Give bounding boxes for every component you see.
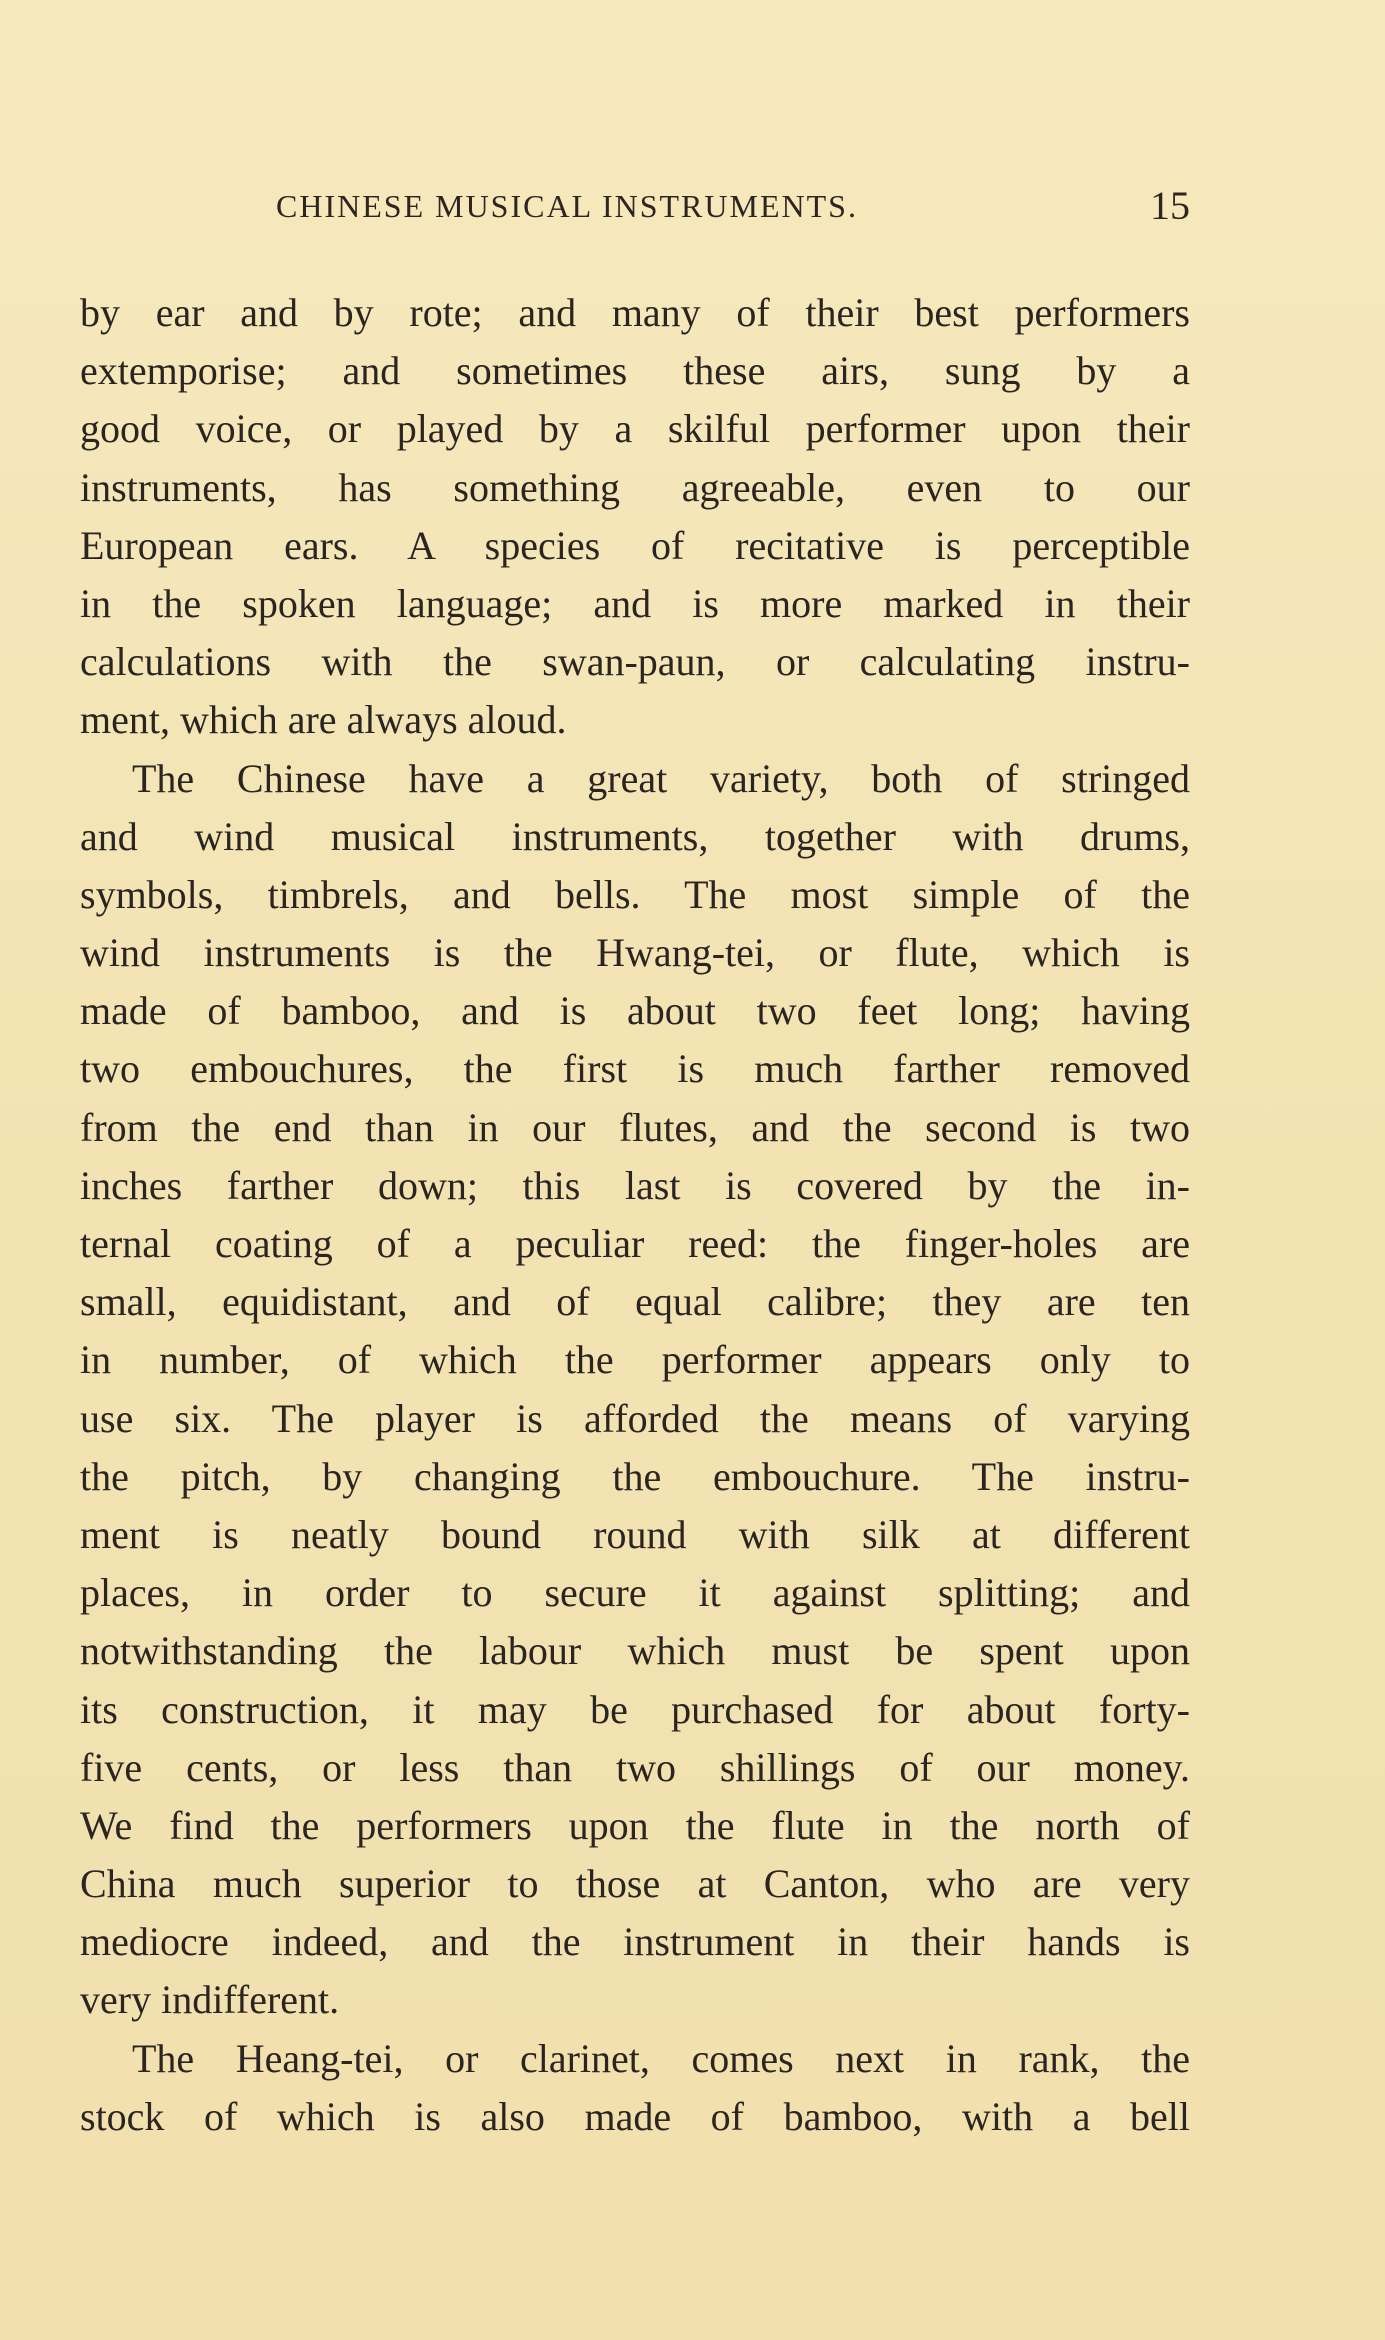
text-line: five cents, or less than two shillings of our money. bbox=[80, 1744, 1190, 1790]
text-line: stock of which is also made of bamboo, with a bell bbox=[80, 2093, 1190, 2139]
text-line: in the spoken language; and is more marked in their bbox=[80, 580, 1190, 626]
text-line: inches farther down; this last is covered by the in- bbox=[80, 1162, 1190, 1208]
text-line: two embouchures, the first is much farther removed bbox=[80, 1046, 1190, 1092]
text-line: from the end than in our flutes, and the second is two bbox=[80, 1104, 1190, 1150]
text-line: places, in order to secure it against splitting; and bbox=[80, 1570, 1190, 1616]
running-head: CHINESE MUSICAL INSTRUMENTS. bbox=[276, 188, 858, 224]
text-line: instruments, has something agreeable, even to our bbox=[80, 464, 1190, 510]
text-line: good voice, or played by a skilful performer upon their bbox=[80, 406, 1190, 452]
text-line: notwithstanding the labour which must be spent upon bbox=[80, 1628, 1190, 1674]
text-line: the pitch, by changing the embouchure. The instru- bbox=[80, 1453, 1190, 1499]
text-line: We find the performers upon the flute in the north of bbox=[80, 1802, 1190, 1848]
body-text bbox=[80, 284, 1190, 2146]
text-line: calculations with the swan-paun, or calculating instru- bbox=[80, 639, 1190, 685]
page-header bbox=[80, 182, 1190, 238]
text-line: mediocre indeed, and the instrument in their hands is bbox=[80, 1919, 1190, 1965]
text-line: by ear and by rote; and many of their best performers bbox=[80, 290, 1190, 335]
text-line: use six. The player is afforded the means of varying bbox=[80, 1395, 1190, 1441]
text-line: ternal coating of a peculiar reed: the finger-holes are bbox=[80, 1221, 1190, 1266]
paragraph-start-line: The Heang-tei, or clarinet, comes next in rank, the bbox=[132, 2035, 1190, 2081]
text-line: and wind musical instruments, together with drums, bbox=[80, 813, 1190, 859]
text-line: very indifferent. bbox=[80, 1977, 340, 2023]
text-line: symbols, timbrels, and bells. The most simple of the bbox=[80, 871, 1190, 917]
text-line: in number, of which the performer appears only to bbox=[80, 1337, 1190, 1383]
text-line: small, equidistant, and of equal calibre; they are ten bbox=[80, 1279, 1190, 1325]
text-line: ment, which are always aloud. bbox=[80, 697, 567, 743]
text-line: European ears. A species of recitative is perceptible bbox=[80, 522, 1190, 568]
text-line: China much superior to those at Canton, who are very bbox=[80, 1861, 1190, 1907]
text-line: its construction, it may be purchased for about forty- bbox=[80, 1686, 1190, 1732]
text-line: made of bamboo, and is about two feet long; having bbox=[80, 988, 1190, 1034]
text-line: wind instruments is the Hwang-tei, or flute, which is bbox=[80, 930, 1190, 976]
text-line: ment is neatly bound round with silk at different bbox=[80, 1511, 1190, 1557]
page-number: 15 bbox=[1150, 183, 1190, 228]
paragraph-start-line: The Chinese have a great variety, both of stringed bbox=[132, 755, 1190, 801]
text-line: extemporise; and sometimes these airs, sung by a bbox=[80, 348, 1190, 394]
